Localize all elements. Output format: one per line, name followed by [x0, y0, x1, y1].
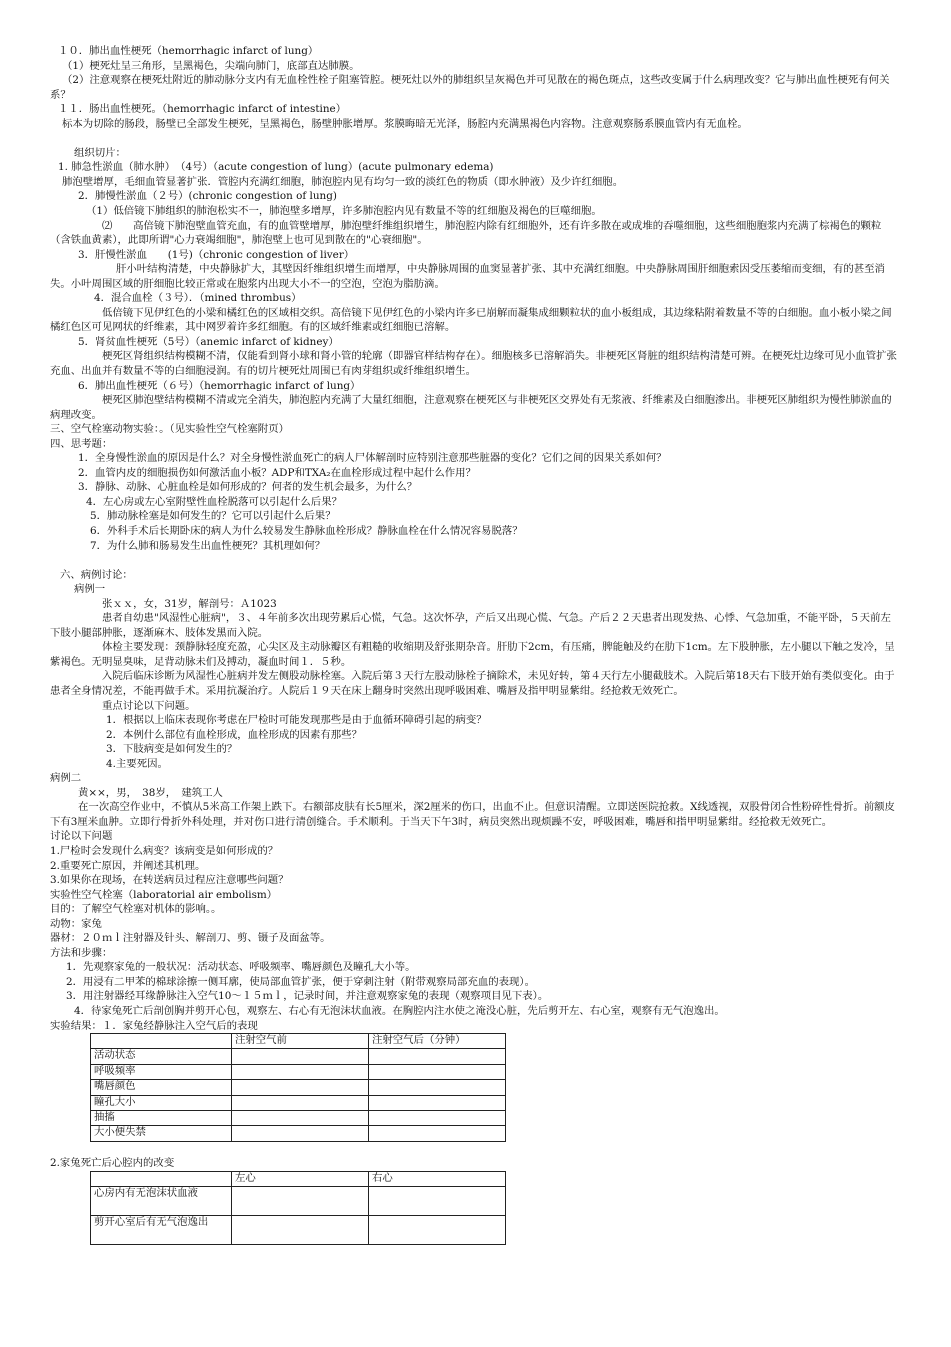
text-line: 1．根据以上临床表现你考虑在尸检时可能发现那些是由于血循环障碍引起的病变？: [106, 714, 487, 727]
table-cell: [232, 1080, 369, 1095]
text-line: 标本为切除的肠段，肠壁已全部发生梗死，呈黑褐色，肠壁肿胀增厚。浆膜晦暗无光泽，肠腔内充满黑褐色内容物。注意观察肠系膜血管内有无血栓。: [62, 117, 748, 130]
text-line: 方法和步骤：: [50, 946, 113, 959]
table-row: [91, 1095, 506, 1110]
text-line: 3．下肢病变是如何发生的？: [106, 743, 238, 756]
text-line: 6．外科手术后长期卧床的病人为什么较易发生静脉血栓形成？静脉血栓在什么情况容易脱落？: [90, 525, 523, 537]
table-header-cell: 左心: [232, 1171, 369, 1186]
table-cell: [232, 1111, 369, 1126]
text-line: 张ｘｘ，女，31岁，解剖号：Ａ1023: [102, 597, 277, 610]
table-cell: [232, 1095, 369, 1110]
table-cell: [369, 1111, 506, 1126]
blank-line: [50, 553, 900, 568]
table-header-cell: [91, 1171, 232, 1186]
text-line: 重点讨论以下问题。: [102, 699, 196, 712]
text-line: 2．本例什么部位有血栓形成，血栓形成的因素有那些？: [106, 728, 362, 741]
text-line: 6．肺出血性梗死（６号）（hemorrhagic infarct of lung）: [78, 379, 361, 392]
table-header-row: [91, 1171, 506, 1186]
table-row-label: 嘴唇颜色: [91, 1080, 232, 1095]
text-line: 患者自幼患"风湿性心脏病"，３、４年前多次出现劳累后心慌，气急。这次怀孕，产后又出现心慌、气急。产后２２天患者出现发热、心悸、气急加重，不能平卧，５天前左下肢小腿部肿胀，逐渐麻木、肢体发黑而入院。: [50, 612, 891, 639]
text-line: 7．为什么肺和肠易发生出血性梗死？其机理如何？: [90, 539, 326, 552]
table-row-label: 抽搐: [91, 1111, 232, 1126]
text-line: 3．静脉、动脉、心脏血栓是如何形成的？何者的发生机会最多，为什么？: [78, 481, 418, 494]
table-row-label: 大小便失禁: [91, 1126, 232, 1141]
table-cell: [232, 1187, 369, 1216]
text-line: 1.尸检时会发现什么病变？该病变是如何形成的？: [50, 844, 279, 857]
text-line: 梗死区肾组织结构模糊不清，仅能看到肾小球和肾小管的轮廓（即器官样结构存在）。细胞核多已溶解消失。非梗死区肾脏的组织结构清楚可辨。在梗死灶边缘可见小血管扩张充血、出血并有数量不等的白细胞浸润。有的切片梗死灶周围已有肉芽组织或纤维组织增生。: [50, 350, 897, 377]
table-cell: [232, 1126, 369, 1141]
text-line: 4．待家兔死亡后剖创胸并剪开心包，观察左、右心有无泡沫状血液。在胸腔内注水使之淹没心脏，先后剪开左、右心室，观察有无气泡逸出。: [74, 1005, 725, 1017]
text-line: 动物：家兔: [50, 917, 102, 930]
section-heading: 2.家兔死亡后心腔内的改变: [50, 1157, 175, 1170]
text-line: 1．全身慢性淤血的原因是什么？对全身慢性淤血死亡的病人尸体解剖时应特别注意那些脏器的变化？它们之间的因果关系如何？: [78, 452, 667, 465]
text-line: 目的：了解空气栓塞对机体的影响。。: [50, 903, 222, 916]
text-line: 3．用注射器经耳缘静脉注入空气10～１５ｍｌ，记录时间，并注意观察家兔的表现（观察项目见下表）。: [66, 990, 549, 1003]
text-line: ⑵ 高倍镜下肺泡壁血管充血，有的血管壁增厚，肺泡壁纤维组织增生，肺泡腔内除有红细胞外，还有许多散在或成堆的吞噬细胞，这些细胞胞浆内充满了棕褐色的颗粒（含铁血黄素），此即所谓"心力衰竭细胞"，肺泡壁上也可见到散在的"心衰细胞"。: [50, 219, 882, 247]
table-row: [91, 1187, 506, 1216]
text-line: 六、病例讨论：: [60, 568, 133, 581]
text-line: 5．肾贫血性梗死（5号）（anemic infarct of kidney）: [78, 335, 339, 348]
table-row: [91, 1111, 506, 1126]
text-line: （1）低倍镜下肺组织的肺泡松实不一，肺泡壁多增厚，许多肺泡腔内见有数量不等的红细胞及褐色的巨噬细胞。: [86, 204, 602, 217]
text-line: 病例二: [50, 772, 82, 785]
table-row: [91, 1049, 506, 1064]
table-header-cell: 注射空气后（分钟）: [369, 1034, 506, 1049]
text-line: 低倍镜下见伊红色的小梁和橘红色的区域相交织。高倍镜下见伊红色的小梁内许多已崩解而凝集成细颗粒状的血小板组成，其边缘粘附着数量不等的白细胞。血小板小梁之间橘红色区可见网状的纤维素，其中网罗着许多红细胞。有的区域纤维素或红细胞已溶解。: [50, 306, 892, 334]
text-line: １１．肠出血性梗死。（hemorrhagic infarct of intestine）: [58, 103, 347, 116]
text-line: 三、空气栓塞动物实验：。（见实验性空气栓塞附页）: [50, 423, 289, 436]
text-line: 体检主要发现：颈静脉轻度充盈，心尖区及主动脉瓣区有粗糙的收缩期及舒张期杂音。肝肋下2cm，有压痛，脾能触及约在肋下1cm。左下股肿胀，左小腿以下触之发冷，呈紫褐色。无明显臭味，足背动脉未们及搏动，凝血时间１．５秒。: [50, 641, 895, 668]
text-line: 实验结果：１．家兔经静脉注入空气后的表现: [50, 1019, 258, 1032]
table-cell: [232, 1049, 369, 1064]
table-row: [91, 1216, 506, 1245]
table-row: [91, 1064, 506, 1079]
text-line: 病例一: [74, 583, 106, 596]
text-line: 梗死区肺泡壁结构模糊不清或完全消失，肺泡腔内充满了大量红细胞，注意观察在梗死区与非梗死区交界处有无浆液、纤维素及白细胞渗出。非梗死区肺组织为慢性肺淤血的病理改变。: [50, 394, 892, 421]
table-cell: [369, 1049, 506, 1064]
table-cell: [369, 1080, 506, 1095]
table-header-row: [91, 1034, 506, 1049]
text-line: 黄××，男， 38岁， 建筑工人: [78, 786, 223, 799]
results-table-2: [90, 1171, 506, 1245]
table-cell: [369, 1187, 506, 1216]
text-line: 3.如果你在现场，在转送病员过程应注意哪些问题？: [50, 874, 289, 887]
text-line: 2．用浸有二甲苯的棉球涂擦一侧耳廓，使局部血管扩张，便于穿刺注射（附带观察局部充血的表现）。: [66, 975, 535, 988]
text-line: 2.重要死亡原因，并阐述其机理。: [50, 859, 206, 872]
document-body: [50, 44, 900, 1033]
text-line: 四、思考题：: [50, 437, 113, 450]
text-line: 2．血管内皮的细胞损伤如何激活血小板？ADP和TXA₂在血栓形成过程中起什么作用？: [78, 466, 476, 479]
text-line: 实验性空气栓塞（laboratorial air embolism）: [50, 888, 278, 901]
table-row-label: 心房内有无泡沫状血液: [91, 1187, 232, 1216]
text-line: 1. 肺急性淤血（肺水肿） （4号）（acute congestion of lung）(acute pulmonary edema): [58, 161, 494, 174]
blank-line: [50, 131, 900, 146]
table-row-label: 活动状态: [91, 1049, 232, 1064]
table-cell: [369, 1095, 506, 1110]
text-line: 5．肺动脉栓塞是如何发生的？它可以引起什么后果？: [90, 510, 336, 523]
table-cell: [232, 1064, 369, 1079]
document-page: [50, 44, 900, 1245]
table-header-cell: 注射空气前: [232, 1034, 369, 1049]
text-line: 肝小叶结构清楚，中央静脉扩大，其壁因纤维组织增生而增厚，中央静脉周围的血窦显著扩张、其中充满红细胞。中央静脉周围肝细胞索因受压萎缩而变细，有的甚至消失。小叶周围区域的肝细胞比较正常或在胞浆内出现大小不一的空泡，空泡为脂肪滴。: [50, 263, 885, 290]
table-cell: [369, 1216, 506, 1245]
text-line: 4．混合血栓（３号）．（mined thrombus）: [94, 292, 302, 305]
text-line: （1）梗死灶呈三角形，呈黑褐色，尖端向肺门，底部直达肺膜。: [62, 59, 360, 72]
table-row: [91, 1126, 506, 1141]
table-row-label: 呼吸频率: [91, 1064, 232, 1079]
text-line: 器材：２０ｍｌ注射器及针头、解剖刀、剪、镊子及面盆等。: [50, 932, 331, 945]
text-line: 在一次高空作业中，不慎从5米高工作架上跌下。右额部皮肤有长5厘米，深2厘米的伤口，出血不止。但意识清醒。立即送医院抢救。X线透视，双股骨闭合性粉碎性骨折。前额皮下有3厘米血肿。立即行骨折外科处理，并对伤口进行清创缝合。手术顺利。于当天下午3时，病员突然出现烦躁不安，呼吸困难，嘴唇和指甲明显紫绀。经抢救无效死亡。: [50, 801, 895, 828]
table-row-label: 剪开心室后有无气泡逸出: [91, 1216, 232, 1245]
table-row-label: 瞳孔大小: [91, 1095, 232, 1110]
text-line: １０．肺出血性梗死（hemorrhagic infarct of lung）: [58, 45, 319, 57]
text-line: 肺泡壁增厚，毛细血管显著扩张．管腔内充满红细胞，肺泡腔内见有均匀一致的淡红色的物质（即水肿液）及少许红细胞。: [62, 175, 624, 188]
text-line: 2．肺慢性淤血（２号）(chronic congestion of lung): [78, 190, 337, 203]
table-cell: [369, 1126, 506, 1141]
text-line: 讨论以下问题: [50, 830, 113, 843]
text-line: 4．左心房或左心室附壁性血栓脱落可以引起什么后果？: [86, 495, 342, 508]
table-row: [91, 1080, 506, 1095]
text-line: （2）注意观察在梗死灶附近的肺动脉分支内有无血栓性栓子阻塞管腔。梗死灶以外的肺组织呈灰褐色并可见散在的褐色斑点，这些改变属于什么病理改变？它与肺出血性梗死有何关系？: [50, 74, 890, 101]
text-line: 组织切片：: [74, 146, 126, 159]
text-line: 入院后临床诊断为风湿性心脏病并发左侧股动脉栓塞。入院后第３天行左股动脉栓子摘除术，未见好转，第４天行左小腿截肢术。入院后第18天右下肢开始有类似变化。由于患者全身情况差，不能再做手术。采用抗凝治疗。人院后１９天在床上翻身时突然出现呼吸困难、嘴唇及指甲明显紫绀。经抢救无效死亡。: [50, 670, 895, 697]
text-line: 1．先观察家兔的一般状况：活动状态、呼吸频率、嘴唇颜色及瞳孔大小等。: [66, 961, 416, 974]
text-line: 4.主要死因。: [106, 757, 168, 770]
table-header-cell: 右心: [369, 1171, 506, 1186]
text-line: 3．肝慢性淤血 (1号)（chronic congestion of liver）: [78, 248, 355, 261]
table-cell: [369, 1064, 506, 1079]
results-table-1: [90, 1033, 506, 1142]
table-cell: [232, 1216, 369, 1245]
table-header-cell: [91, 1034, 232, 1049]
